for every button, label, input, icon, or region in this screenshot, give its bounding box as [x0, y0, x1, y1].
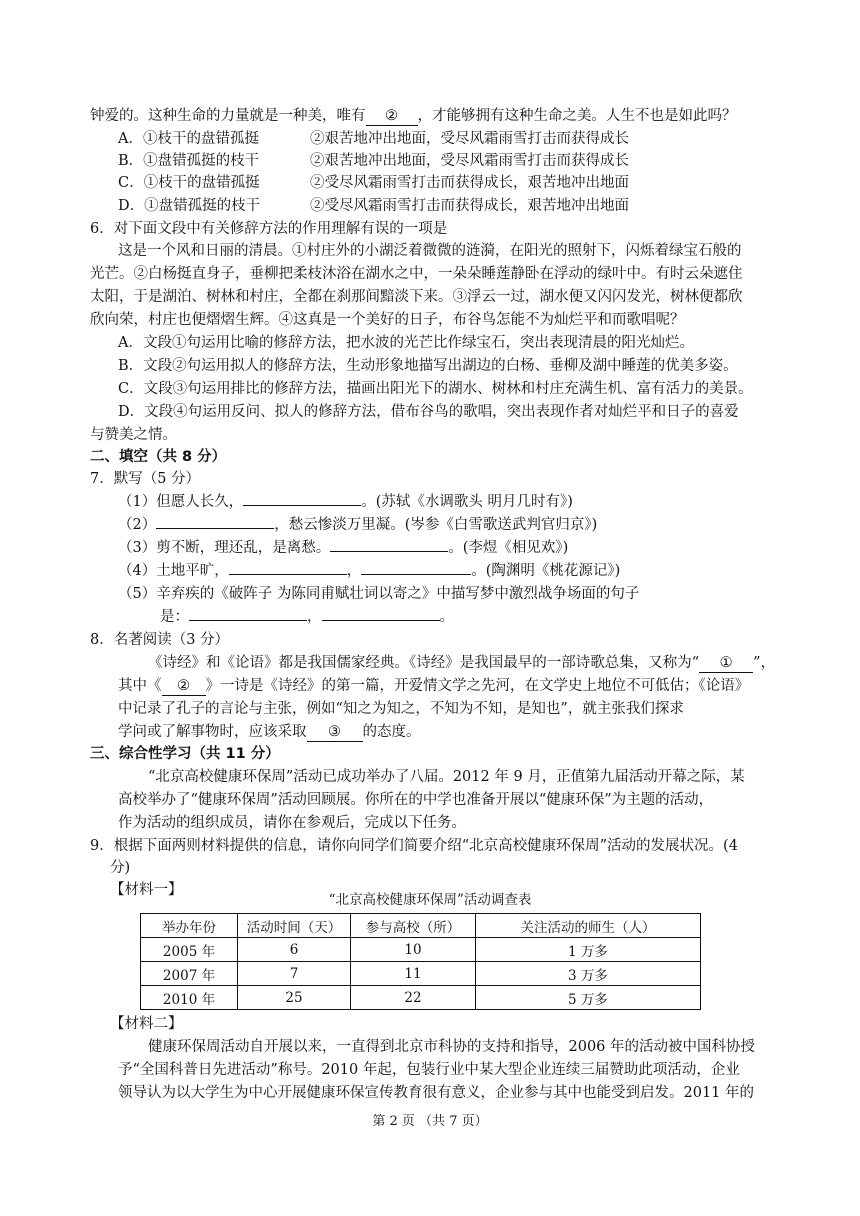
q8-blank-3: ③	[307, 723, 363, 742]
q8-text: 的态度。	[362, 724, 421, 740]
material-2-line: 予“全国科普日先进活动”称号。2010 年起，包装行业中某大型企业连续三届赞助此项活动，企业	[118, 1062, 740, 1078]
table-cell: 22	[351, 986, 476, 1010]
q6-option-b: B．文段②句运用拟人的修辞方法，生动形象地描写出湖边的白杨、垂柳及湖中睡莲的优美多姿。	[118, 358, 738, 374]
q5-option-a-left: A．①枝干的盘错孤挺	[118, 131, 259, 147]
q7-item-5-comma: ，	[307, 609, 322, 625]
q7-item-1	[118, 491, 573, 513]
table-cell: 2005 年	[141, 938, 238, 962]
q7-item-5-period: 。	[439, 609, 454, 625]
q7-item-3-text: （3）剪不断，理还乱，是离愁。	[118, 540, 331, 556]
answer-blank[interactable]	[330, 551, 448, 552]
q7-item-4-text: （4）土地平旷，	[118, 563, 229, 579]
table-cell: 11	[351, 962, 476, 986]
table-cell: 2010 年	[141, 986, 238, 1010]
intro-line: 作为活动的组织成员，请你在参观后，完成以下任务。	[118, 815, 466, 831]
answer-blank[interactable]	[243, 505, 361, 506]
q8-line-4	[118, 721, 421, 743]
q8-blank-1: ①	[699, 654, 753, 673]
q6-option-d: D．文段④句运用反问、拟人的修辞方法，借布谷鸟的歌唱，突出表现作者对灿烂平和日子的喜爱	[118, 404, 739, 420]
table-row	[141, 986, 701, 1010]
answer-blank[interactable]	[361, 574, 471, 575]
table-cell: 7	[238, 962, 351, 986]
table-header: 活动时间（天）	[238, 914, 351, 938]
q5-stem-a: 钟爱的。这种生命的力量就是一种美，唯有	[90, 108, 366, 124]
q5-option-d-left: D．①盘错孤挺的枝干	[118, 198, 261, 214]
table-cell: 3 万多	[476, 962, 701, 986]
section-3-heading: 三、综合性学习（共 11 分）	[90, 746, 280, 762]
material-1-label: 【材料一】	[110, 882, 183, 898]
answer-blank[interactable]	[189, 620, 307, 621]
material-2-label: 【材料二】	[110, 1016, 183, 1032]
material-2-line: 领导认为以大学生为中心开展健康环保宣传教育很有意义，企业参与其中也能受到启发。2011 年的	[118, 1085, 755, 1101]
q8-stem: 8．名著阅读（3 分）	[90, 632, 230, 648]
table-cell: 1 万多	[476, 938, 701, 962]
q6-passage-line: 这是一个风和日丽的清晨。①村庄外的小湖泛着微微的涟漪，在阳光的照射下，闪烁着绿宝石般的	[118, 243, 742, 259]
q5-option-b-left: B．①盘错孤挺的枝干	[118, 153, 260, 169]
q6-option-d-cont: 与赞美之情。	[90, 427, 177, 443]
table-cell: 25	[238, 986, 351, 1010]
q6-passage-line: 太阳，于是湖泊、树林和村庄，全都在刹那间黯淡下来。③浮云一过，湖水便又闪闪发光，树林便都欣	[90, 289, 743, 305]
q5-option-b-right: ②艰苦地冲出地面，受尽风霜雨雪打击而获得成长	[310, 153, 629, 169]
q7-item-5: （5）辛弃疾的《破阵子 为陈同甫赋壮词以寄之》中描写梦中激烈战争场面的句子	[118, 586, 640, 602]
q5-stem-b: ，才能够拥有这种生命之美。人生不也是如此吗？	[417, 108, 737, 124]
q5-option-c-right: ②受尽风霜雨雪打击而获得成长，艰苦地冲出地面	[310, 175, 629, 191]
q8-text: 其中《	[118, 678, 162, 694]
page-footer: 第 2 页 （共 7 页）	[372, 1114, 488, 1129]
table-cell: 2007 年	[141, 962, 238, 986]
q5-option-c-left: C．①枝干的盘错孤挺	[118, 175, 260, 191]
q5-option-a-right: ②艰苦地冲出地面，受尽风霜雨雪打击而获得成长	[310, 131, 629, 147]
q8-line-1	[148, 652, 775, 674]
section-2-heading: 二、填空（共 8 分）	[90, 449, 227, 465]
table-row	[141, 962, 701, 986]
q7-item-2-num: （2）	[118, 517, 157, 533]
q8-text: 《诗经》和《论语》都是我国儒家经典。《诗经》是我国最早的一部诗歌总集，又称为“	[148, 655, 700, 671]
q7-item-3	[118, 537, 568, 559]
survey-table	[140, 913, 701, 1010]
q8-line-2	[118, 675, 749, 697]
q6-option-a: A．文段①句运用比喻的修辞方法，把水波的光芒比作绿宝石，突出表现清晨的阳光灿烂。	[118, 335, 694, 351]
q6-passage-line: 光芒。②白杨挺直身子，垂柳把柔枝沐浴在湖水之中，一朵朵睡莲静卧在浮动的绿叶中。有时云朵遮住	[90, 266, 743, 282]
table-header: 关注活动的师生（人）	[476, 914, 701, 938]
q7-item-5-answer	[160, 606, 454, 628]
q7-item-4-source: 。(陶渊明《桃花源记》)	[471, 563, 621, 579]
q7-item-4	[118, 560, 620, 582]
q7-stem: 7．默写（5 分）	[90, 471, 201, 487]
table-row	[141, 938, 701, 962]
q7-item-4-comma: ，	[346, 563, 362, 579]
table-header: 举办年份	[141, 914, 238, 938]
answer-blank[interactable]	[156, 528, 274, 529]
q5-blank: ②	[366, 107, 418, 126]
q8-line-3: 中记录了孔子的言论与主张，例如“知之为知之，不知为不知，是知也”，就主张我们探求	[118, 701, 684, 717]
table-header-row	[141, 914, 701, 938]
table-cell: 6	[238, 938, 351, 962]
q5-stem-tail	[90, 105, 737, 127]
q8-text: ”，	[753, 655, 776, 671]
q9-stem-cont: 分)	[110, 860, 131, 876]
table-cell: 5 万多	[476, 986, 701, 1010]
answer-blank[interactable]	[229, 574, 347, 575]
q7-item-1-text: （1）但愿人长久，	[118, 494, 244, 510]
table-header: 参与高校（所）	[351, 914, 476, 938]
q5-option-d-right: ②受尽风霜雨雪打击而获得成长，艰苦地冲出地面	[310, 198, 629, 214]
q9-stem: 9．根据下面两则材料提供的信息，请你向同学们简要介绍“北京高校健康环保周”活动的发展状况。(4	[90, 838, 738, 854]
material-2-line: 健康环保周活动自开展以来，一直得到北京市科协的支持和指导，2006 年的活动被中国科协授	[148, 1039, 756, 1055]
q7-item-1-source: 。(苏轼《水调歌头 明月几时有》)	[361, 494, 573, 510]
table-cell: 10	[351, 938, 476, 962]
q8-blank-2: ②	[162, 677, 206, 696]
q6-passage-line: 欣向荣，村庄也便熠熠生辉。④这真是一个美好的日子，布谷鸟怎能不为灿烂平和而歌唱呢？	[90, 312, 685, 328]
q8-text: 》一诗是《诗经》的第一篇，开爱情文学之先河，在文学史上地位不可低估；《论语》	[205, 678, 750, 694]
intro-line: 高校举办了“健康环保周”活动回顾展。你所在的中学也准备开展以“健康环保”为主题的活动，	[118, 792, 714, 808]
intro-line: “北京高校健康环保周”活动已成功举办了八届。2012 年 9 月，正值第九届活动开幕之际，某	[148, 769, 745, 785]
q7-item-5-label: 是：	[160, 609, 189, 625]
table-caption: “北京高校健康环保周”活动调查表	[328, 892, 532, 908]
answer-blank[interactable]	[322, 620, 440, 621]
q6-stem: 6．对下面文段中有关修辞方法的作用理解有误的一项是	[90, 221, 448, 237]
q6-option-c: C．文段③句运用排比的修辞方法，描画出阳光下的湖水、树林和村庄充满生机、富有活力的美景。	[118, 381, 753, 397]
q8-text: 学问或了解事物时，应该采取	[118, 724, 307, 740]
q7-item-3-source: 。(李煜《相见欢》)	[448, 540, 569, 556]
q7-item-2	[118, 514, 597, 536]
q7-item-2-text: ，愁云惨淡万里凝。(岑参《白雪歌送武判官归京》)	[274, 517, 598, 533]
